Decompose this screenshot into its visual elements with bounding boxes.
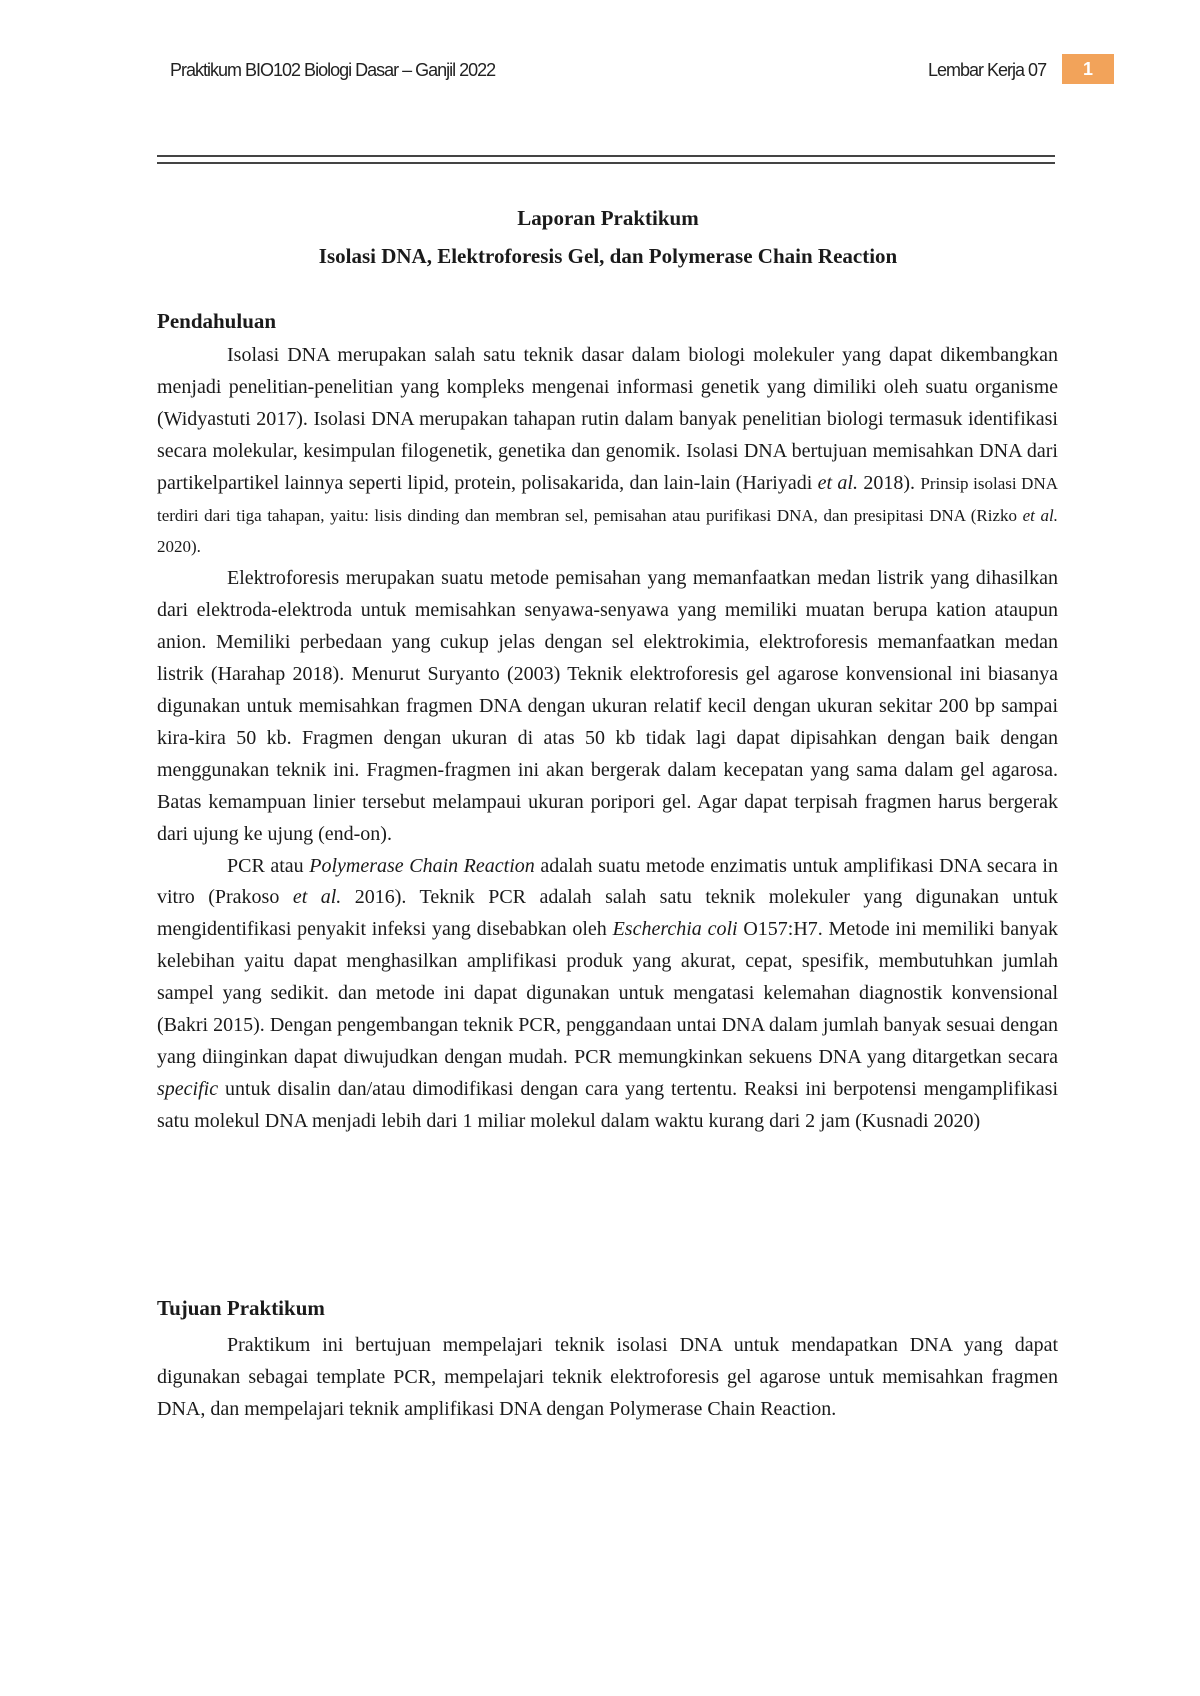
report-title: Laporan Praktikum xyxy=(517,206,699,230)
paragraph-elektroforesis: Elektroforesis merupakan suatu metode pemisahan yang memanfaatkan medan listrik yang dihasilkan dari elektroda-elektroda untuk memisahkan senyawa-senyawa yang memiliki muatan berupa kation ataupun anion. Memiliki perbedaan yang cukup jelas dengan sel elektrokimia, elektroforesis memanfaatkan medan listrik (Harahap 2018). Menurut Suryanto (2003) Teknik elektroforesis gel agarose konvensional ini biasanya digunakan untuk memisahkan fragmen DNA dengan ukuran relatif kecil dengan ukuran sekitar 200 bp sampai kira-kira 50 kb. Fragmen dengan ukuran di atas 50 kb tidak lagi dapat dipisahkan dengan baik dengan menggunakan teknik ini. Fragmen-fragmen ini akan bergerak dalam kecepatan yang sama dalam gel agarosa. Batas kemampuan linier tersebut melampaui ukuran poripori gel. Agar dapat terpisah fragmen harus bergerak dari ujung ke ujung (end-on). xyxy=(157,567,1058,845)
section-body-pendahuluan xyxy=(157,340,1058,1138)
header-course-title: Praktikum BIO102 Biologi Dasar – Ganjil 2022 xyxy=(170,60,496,80)
page-number-badge: 1 xyxy=(1062,54,1114,84)
paragraph-pcr: PCR atau Polymerase Chain Reaction adalah suatu metode enzimatis untuk amplifikasi DNA secara in vitro (Prakoso et al. 2016). Teknik PCR adalah salah satu teknik molekuler yang digunakan untuk mengidentifikasi penyakit infeksi yang disebabkan oleh Escherchia coli O157:H7. Metode ini memiliki banyak kelebihan yaitu dapat menghasilkan amplifikasi produk yang akurat, cepat, spesifik, membutuhkan jumlah sampel yang sedikit. dan metode ini dapat digunakan untuk mengatasi kelemahan diagnostik konvensional (Bakri 2015). Dengan pengembangan teknik PCR, penggandaan untai DNA dalam jumlah banyak sesuai dengan yang diinginkan dapat diwujudkan dengan mudah. PCR memungkinkan sekuens DNA yang ditargetkan secara specific untuk disalin dan/atau dimodifikasi dengan cara yang tertentu. Reaksi ini berpotensi mengamplifikasi satu molekul DNA menjadi lebih dari 1 miliar molekul dalam waktu kurang dari 2 jam (Kusnadi 2020) xyxy=(157,854,1059,1132)
section-body-tujuan xyxy=(157,1330,1058,1426)
section-heading-pendahuluan: Pendahuluan xyxy=(157,309,277,333)
report-subtitle: Isolasi DNA, Elektroforesis Gel, dan Polymerase Chain Reaction xyxy=(318,244,898,268)
paragraph-tujuan: Praktikum ini bertujuan mempelajari teknik isolasi DNA untuk mendapatkan DNA yang dapat digunakan sebagai template PCR, mempelajari teknik elektroforesis gel agarose untuk memisahkan fragmen DNA, dan mempelajari teknik amplifikasi DNA dengan Polymerase Chain Reaction. xyxy=(157,1334,1058,1420)
header-worksheet-label: Lembar Kerja 07 xyxy=(928,60,1047,80)
paragraph-isolasi-dna: Isolasi DNA merupakan salah satu teknik dasar dalam biologi molekuler yang dapat dikembangkan menjadi penelitian-penelitian yang kompleks mengenai informasi genetik yang dimiliki oleh suatu organisme (Widyastuti 2017). Isolasi DNA merupakan tahapan rutin dalam banyak penelitian biologi termasuk identifikasi secara molekular, kesimpulan filogenetik, genetika dan genomik. Isolasi DNA bertujuan memisahkan DNA dari partikelpartikel lainnya seperti lipid, protein, polisakarida, dan lain-lain (Hariyadi et al. 2018). Prinsip isolasi DNA terdiri dari tiga tahapan, yaitu: lisis dinding dan membran sel, pemisahan atau purifikasi DNA, dan presipitasi DNA (Rizko et al. 2020). xyxy=(157,344,1059,557)
double-rule-divider xyxy=(157,155,1055,164)
section-heading-tujuan: Tujuan Praktikum xyxy=(157,1296,325,1320)
